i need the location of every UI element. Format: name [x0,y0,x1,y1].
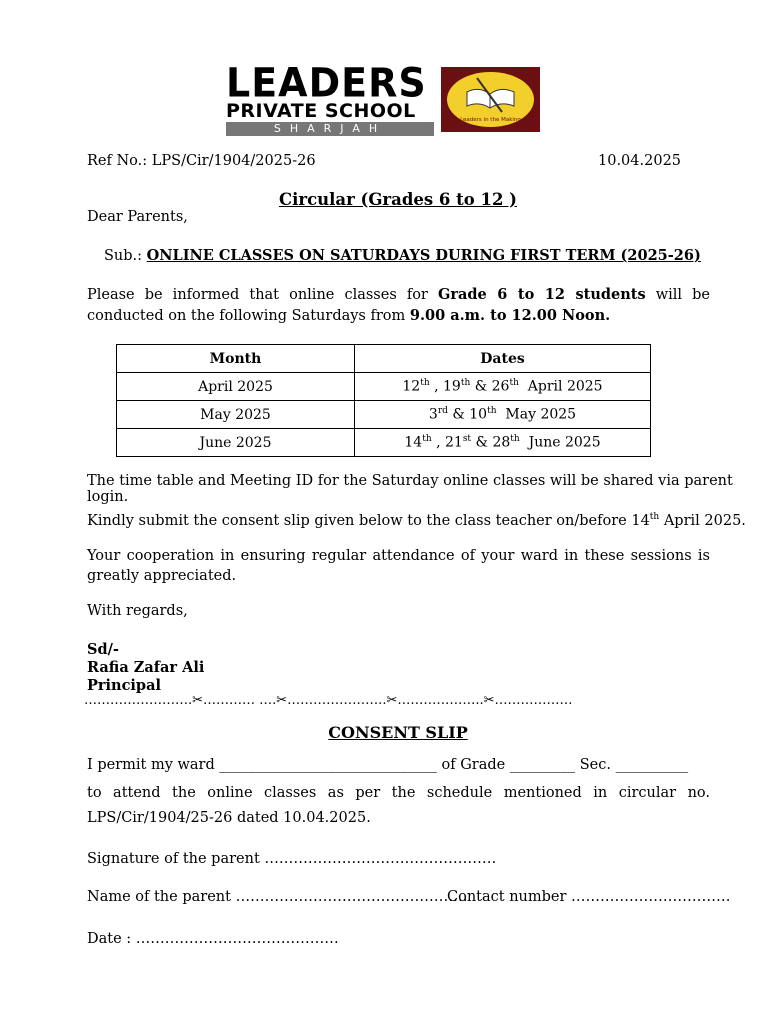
parent-name-blank: ………………………………………… [235,889,468,905]
salutation: Dear Parents, [87,209,188,225]
date-suffix: st [462,434,472,445]
contact-number-line [447,889,731,905]
date-suffix: th [509,378,519,389]
dates-cell [355,401,651,429]
dates-month: April 2025 [527,378,603,395]
ward-name-blank: ______________________________ [219,757,437,773]
date-suffix: rd [437,406,448,417]
consent-permit-line [87,757,710,773]
cooperation-paragraph: Your cooperation in ensuring regular attendance of your ward in these sessions is greatly appreciated. [87,548,710,584]
cut-line: …………………….✂………… ….✂…………………..✂………………..✂……………… [84,693,573,708]
school-logo-text [226,59,434,136]
reference-number [87,153,316,169]
consent-schedule-line: to attend the online classes as per the schedule mentioned in circular no. LPS/Cir/1904/25-26 dated 10.04.2025. [87,785,710,826]
date-suffix: th [460,378,471,389]
date-separator: & [447,406,470,423]
subject-text: ONLINE CLASSES ON SATURDAYS DURING FIRST TERM (2025-26) [146,247,701,264]
date-number: 28 [492,434,511,451]
date-number: 10 [469,406,488,423]
consent-deadline-suffix: th [649,512,660,522]
date-suffix: th [420,378,430,389]
month-cell: April 2025 [117,373,355,401]
date-number: 21 [444,434,463,451]
circular-date: 10.04.2025 [598,153,682,169]
dates-month: May 2025 [505,406,577,423]
table-row [117,373,651,401]
date-suffix: th [487,406,497,417]
dates-cell [355,373,651,401]
section-label: Sec. [579,757,611,773]
date-number: 12 [402,378,421,395]
principal-title: Principal [87,677,161,694]
date-label: Date : [87,931,132,947]
consent-deadline-paragraph [87,512,746,529]
date-suffix: th [510,434,520,445]
date-separator: & [470,378,492,395]
date-separator: , [429,378,443,395]
school-name-line1: LEADERS [226,59,427,107]
dates-month: June 2025 [528,434,601,451]
closing: With regards, [87,603,188,619]
signature-block [87,641,204,695]
date-number: 26 [491,378,510,395]
school-emblem [441,67,540,132]
reference-value: LPS/Cir/1904/2025-26 [151,153,316,169]
subject-label: Sub.: [104,248,143,264]
grade-blank: _________ [509,757,576,773]
permit-text: I permit my ward [87,757,215,773]
reference-label: Ref No.: [87,153,148,169]
school-name-line2: PRIVATE SCHOOL [226,100,416,122]
intro-text-1: Please be informed that online classes for [87,287,438,303]
signature-sd: Sd/- [87,641,119,658]
date-separator: , [431,434,445,451]
date-number: 14 [404,434,423,451]
consent-deadline-text: Kindly submit the consent slip given below to the class teacher on/before 14 [87,512,650,529]
date-number: 3 [428,406,438,423]
parent-signature-label: Signature of the parent [87,851,260,867]
intro-text-2: will be conducted on the following Saturdays from [87,287,710,324]
month-cell: June 2025 [117,429,355,457]
intro-time: 9.00 a.m. to 12.00 Noon. [409,306,611,324]
dates-cell [355,429,651,457]
contact-number-label: Contact number [447,889,567,905]
parent-name-line [87,889,468,905]
parent-signature-blank: ………………………………………… [264,851,497,867]
table-row [117,401,651,429]
circular-title: Circular (Grades 6 to 12 ) [279,190,517,209]
column-header-dates: Dates [355,345,651,373]
principal-name: Rafia Zafar Ali [87,659,205,676]
date-separator: & [471,434,493,451]
parent-name-label: Name of the parent [87,889,231,905]
schedule-table [116,344,651,457]
date-blank: …………………………………… [135,931,339,947]
school-city: SHARJAH [226,122,434,136]
date-number: 19 [443,378,461,395]
date-suffix: th [422,434,432,445]
parent-signature-line [87,851,496,867]
column-header-month: Month [117,345,355,373]
emblem-motto: Leaders in the Making [460,117,521,123]
consent-deadline-end: April 2025. [659,512,746,529]
timetable-paragraph: The time table and Meeting ID for the Saturday online classes will be shared via parent login. [87,473,733,505]
contact-number-blank: …………………………… [571,889,731,905]
consent-slip-title: CONSENT SLIP [328,723,468,742]
intro-paragraph [87,285,710,326]
intro-grades: Grade 6 to 12 students [437,286,646,303]
section-blank: __________ [615,757,689,773]
grade-label: of Grade [441,757,506,773]
date-line [87,931,339,947]
month-cell: May 2025 [117,401,355,429]
subject-line [104,247,701,264]
table-row [117,429,651,457]
